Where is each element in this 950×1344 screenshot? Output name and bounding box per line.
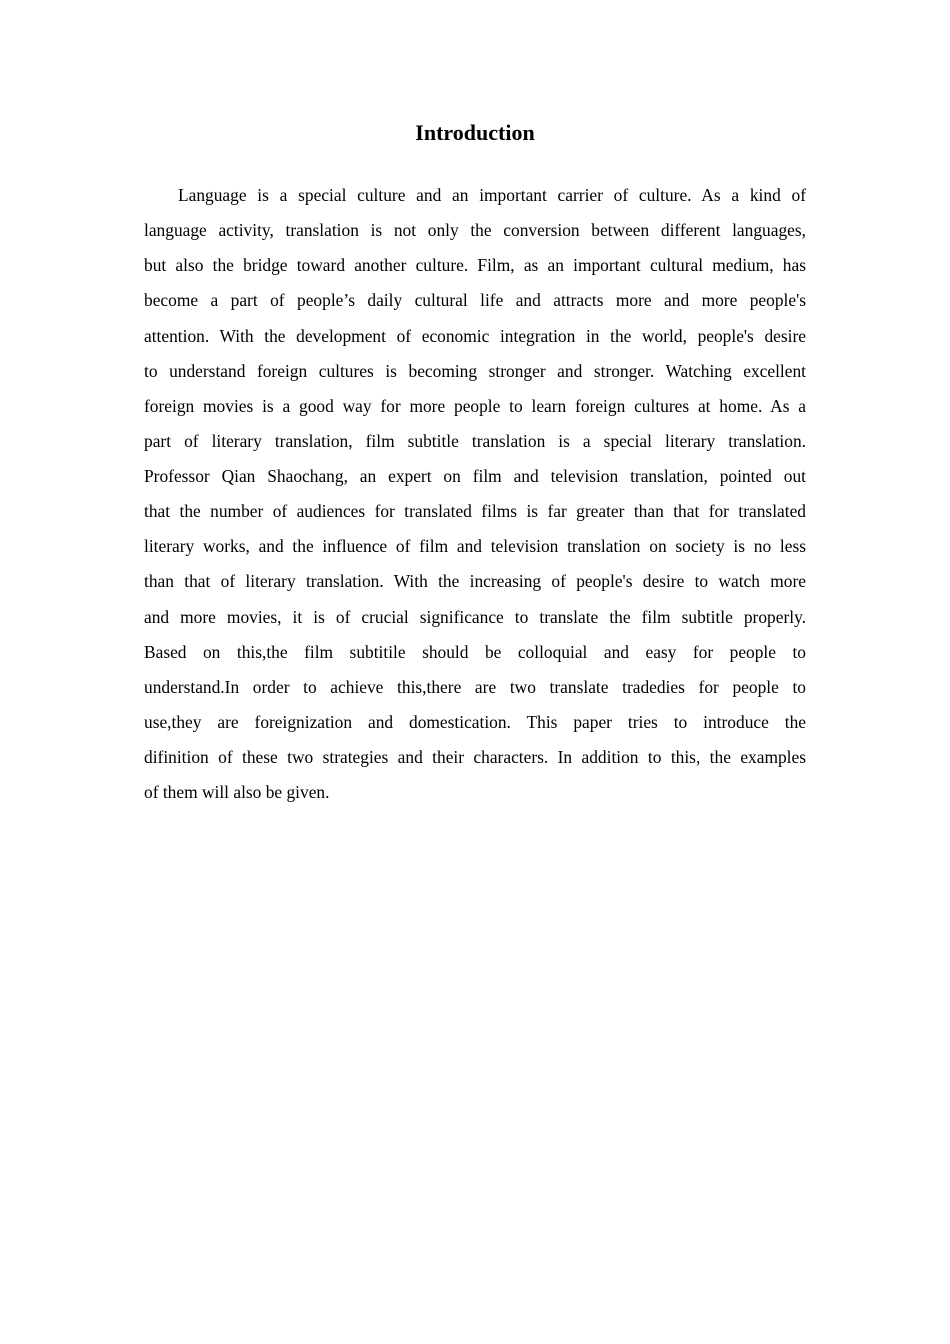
paragraph-line: and more movies, it is of crucial significance to translate the film subtitle properly. xyxy=(144,606,806,627)
paragraph-line: that the number of audiences for translated films is far greater than that for translated xyxy=(144,501,806,522)
paragraph-line: to understand foreign cultures is becoming stronger and stronger. Watching excellent xyxy=(144,360,806,381)
paragraph-line: Based on this,the film subtitile should be colloquial and easy for people to xyxy=(144,641,806,662)
paragraph-line: difinition of these two strategies and their characters. In addition to this, the examples xyxy=(144,747,806,767)
paragraph-line: Professor Qian Shaochang, an expert on film and television translation, pointed out xyxy=(144,466,806,486)
paragraph-line: attention. With the development of economic integration in the world, people's desire xyxy=(144,325,806,346)
paragraph-line: become a part of people’s daily cultural life and attracts more and more people's xyxy=(144,290,806,311)
paragraph-line: but also the bridge toward another culture. Film, as an important cultural medium, has xyxy=(144,255,806,276)
paragraph-line: than that of literary translation. With the increasing of people's desire to watch more xyxy=(144,571,806,592)
paragraph-line: Language is a special culture and an important carrier of culture. As a kind of xyxy=(178,185,806,205)
paragraph-line: of them will also be given. xyxy=(144,782,330,803)
paragraph-line: part of literary translation, film subtitle translation is a special literary translation. xyxy=(144,430,806,451)
paragraph-line: foreign movies is a good way for more people to learn foreign cultures at home. As a xyxy=(144,395,806,416)
page-title: Introduction xyxy=(415,120,535,145)
paragraph-line: use,they are foreignization and domestication. This paper tries to introduce the xyxy=(144,711,806,732)
introduction-paragraph xyxy=(144,180,806,812)
paragraph-line: language activity, translation is not only the conversion between different languages, xyxy=(144,220,806,241)
paragraph-line: literary works, and the influence of film and television translation on society is no less xyxy=(144,536,806,557)
paragraph-line: understand.In order to achieve this,there are two translate tradedies for people to xyxy=(144,676,806,697)
